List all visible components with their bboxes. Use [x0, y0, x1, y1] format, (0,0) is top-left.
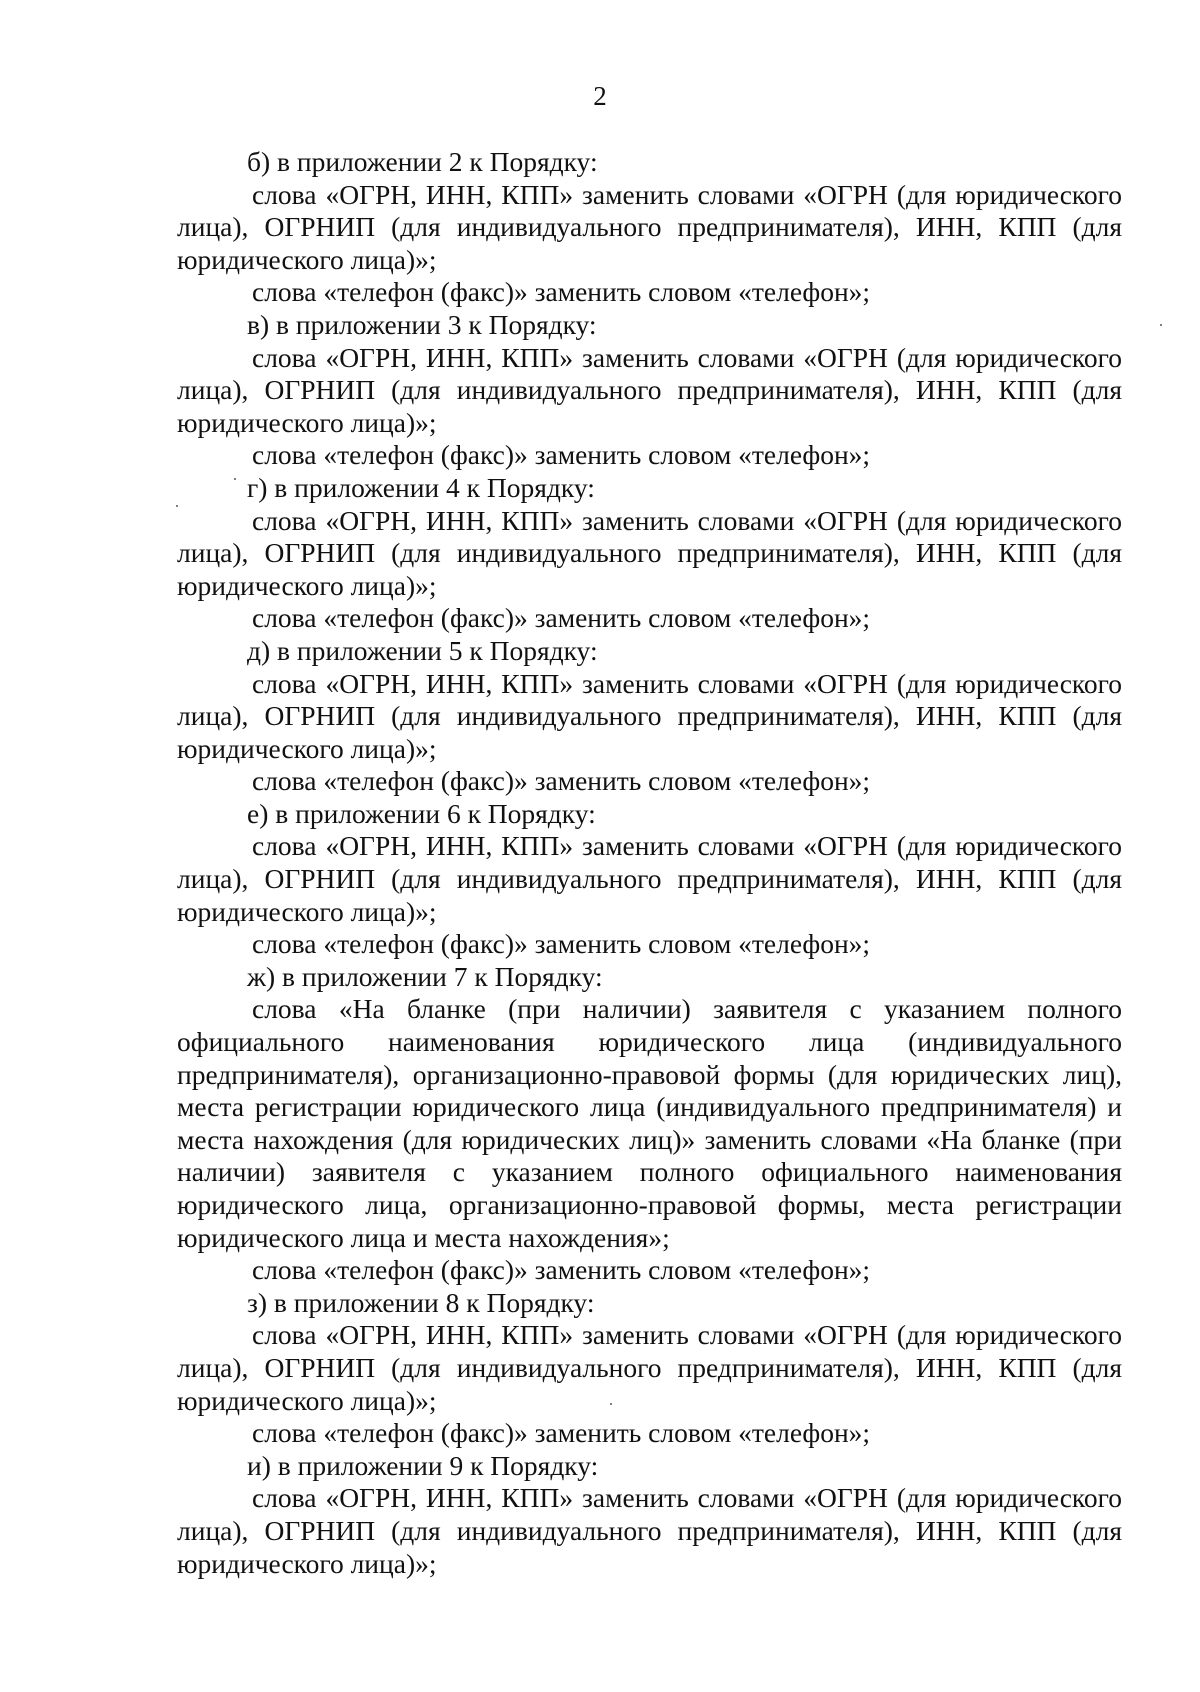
- paragraph: слова «телефон (факс)» заменить словом «телефон»;: [252, 1417, 871, 1449]
- list-item-heading: б) в приложении 2 к Порядку:: [247, 146, 598, 177]
- scan-speck: [176, 505, 178, 507]
- paragraph: слова «ОГРН, ИНН, КПП» заменить словами «ОГРН (для юридического лица), ОГРНИП (для индивидуального предпринимателя), ИНН, КПП (для юридического лица)»;: [177, 1319, 1122, 1416]
- scan-speck: [610, 1403, 612, 1405]
- page-number: 2: [593, 81, 607, 111]
- list-item-heading: ж) в приложении 7 к Порядку:: [247, 960, 603, 992]
- paragraph: слова «телефон (факс)» заменить словом «телефон»;: [252, 276, 871, 308]
- paragraph: слова «телефон (факс)» заменить словом «телефон»;: [252, 439, 871, 471]
- paragraph: слова «телефон (факс)» заменить словом «телефон»;: [252, 765, 871, 797]
- paragraph: слова «ОГРН, ИНН, КПП» заменить словами «ОГРН (для юридического лица), ОГРНИП (для индивидуального предпринимателя), ИНН, КПП (для юридического лица)»;: [177, 667, 1122, 764]
- paragraph: слова «телефон (факс)» заменить словом «телефон»;: [252, 1254, 871, 1286]
- paragraph: слова «телефон (факс)» заменить словом «телефон»;: [252, 928, 871, 960]
- paragraph: слова «ОГРН, ИНН, КПП» заменить словами «ОГРН (для юридического лица), ОГРНИП (для индивидуального предпринимателя), ИНН, КПП (для юридического лица)»;: [177, 830, 1122, 927]
- paragraph: слова «На бланке (при наличии) заявителя с указанием полного официального наименования юридического лица (индивидуального предпринимателя), организационно-правовой формы (для юридических лиц), места регистрации юридического лица (индивидуального предпринимателя) и места нахождения (для юридических лиц)» заменить словами «На бланке (при наличии) заявителя с указанием полного официального наименования юридического лица, организационно-правовой формы, места регистрации юридического лица и места нахождения»;: [177, 993, 1122, 1253]
- list-item-heading: и) в приложении 9 к Порядку:: [247, 1449, 599, 1481]
- paragraph: слова «ОГРН, ИНН, КПП» заменить словами «ОГРН (для юридического лица), ОГРНИП (для индивидуального предпринимателя), ИНН, КПП (для юридического лица)»;: [177, 1482, 1122, 1579]
- list-item-heading: д) в приложении 5 к Порядку:: [247, 634, 598, 666]
- scan-speck: [234, 478, 236, 480]
- document-body: [177, 146, 1122, 1580]
- paragraph: слова «ОГРН, ИНН, КПП» заменить словами «ОГРН (для юридического лица), ОГРНИП (для индивидуального предпринимателя), ИНН, КПП (для юридического лица)»;: [177, 504, 1122, 601]
- list-item-heading: е) в приложении 6 к Порядку:: [247, 797, 596, 829]
- list-item-heading: в) в приложении 3 к Порядку:: [247, 308, 597, 340]
- list-item-heading: г) в приложении 4 к Порядку:: [247, 471, 595, 503]
- paragraph: слова «телефон (факс)» заменить словом «телефон»;: [252, 602, 871, 634]
- paragraph: слова «ОГРН, ИНН, КПП» заменить словами «ОГРН (для юридического лица), ОГРНИП (для индивидуального предпринимателя), ИНН, КПП (для юридического лица)»;: [177, 341, 1122, 438]
- paragraph: слова «ОГРН, ИНН, КПП» заменить словами «ОГРН (для юридического лица), ОГРНИП (для индивидуального предпринимателя), ИНН, КПП (для юридического лица)»;: [177, 178, 1122, 275]
- list-item-heading: з) в приложении 8 к Порядку:: [247, 1286, 595, 1318]
- scan-speck: [1160, 324, 1162, 326]
